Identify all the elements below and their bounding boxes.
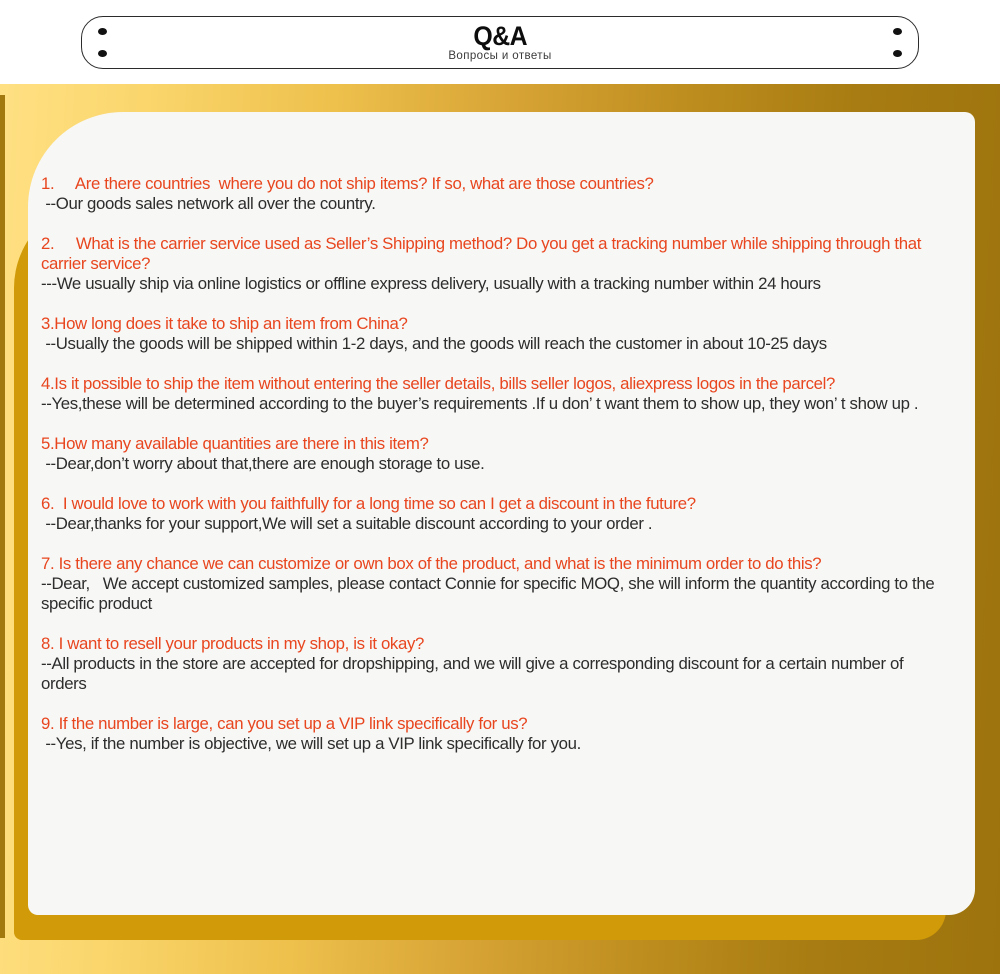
qa-item	[41, 494, 953, 534]
question-text: 8. I want to resell your products in my shop, is it okay?	[41, 634, 424, 653]
answer-text: --Our goods sales network all over the country.	[41, 194, 376, 213]
answer-text: --Dear,don’t worry about that,there are enough storage to use.	[41, 454, 485, 473]
qa-item	[41, 714, 953, 754]
qa-item	[41, 174, 953, 214]
answer-text: --All products in the store are accepted for dropshipping, and we will give a corresponding discount for a certain number of orders	[41, 654, 908, 693]
page-subtitle: Вопросы и ответы	[448, 50, 552, 62]
answer-text: --Yes,these will be determined according to the buyer’s requirements .If u don’ t want them to show up, they won’ t show up .	[41, 394, 919, 413]
qa-item	[41, 634, 953, 694]
qa-header	[0, 0, 1000, 84]
qa-item	[41, 374, 953, 414]
answer-text: --Usually the goods will be shipped within 1-2 days, and the goods will reach the customer in about 10-25 days	[41, 334, 827, 353]
qa-item	[41, 554, 953, 614]
content-panel	[28, 112, 975, 915]
question-text: 5.How many available quantities are there in this item?	[41, 434, 429, 453]
question-text: 3.How long does it take to ship an item from China?	[41, 314, 408, 333]
header-plate	[81, 16, 919, 69]
rivet-dot-icon	[893, 50, 902, 57]
question-text: 4.Is it possible to ship the item without entering the seller details, bills seller logos, aliexpress logos in the parcel?	[41, 374, 836, 393]
question-text: 7. Is there any chance we can customize or own box of the product, and what is the minimum order to do this?	[41, 554, 822, 573]
answer-text: ---We usually ship via online logistics or offline express delivery, usually with a tracking number within 24 hours	[41, 274, 821, 293]
question-text: 2. What is the carrier service used as Seller’s Shipping method? Do you get a tracking number while shipping through that carrier service?	[41, 234, 926, 273]
question-text: 6. I would love to work with you faithfully for a long time so can I get a discount in the future?	[41, 494, 696, 513]
left-edge-stripe	[0, 95, 5, 938]
answer-text: --Dear,thanks for your support,We will set a suitable discount according to your order .	[41, 514, 653, 533]
answer-text: --Yes, if the number is objective, we will set up a VIP link specifically for you.	[41, 734, 581, 753]
question-text: 1. Are there countries where you do not ship items? If so, what are those countries?	[41, 174, 654, 193]
rivet-dot-icon	[98, 28, 107, 35]
qa-item	[41, 234, 953, 294]
page-title: Q&A	[473, 21, 527, 51]
qa-item	[41, 434, 953, 474]
rivet-dot-icon	[893, 28, 902, 35]
qa-item	[41, 314, 953, 354]
qa-list	[41, 174, 953, 754]
answer-text: --Dear, We accept customized samples, please contact Connie for specific MOQ, she will inform the quantity according to the specific product	[41, 574, 939, 613]
question-text: 9. If the number is large, can you set up a VIP link specifically for us?	[41, 714, 528, 733]
rivet-dot-icon	[98, 50, 107, 57]
